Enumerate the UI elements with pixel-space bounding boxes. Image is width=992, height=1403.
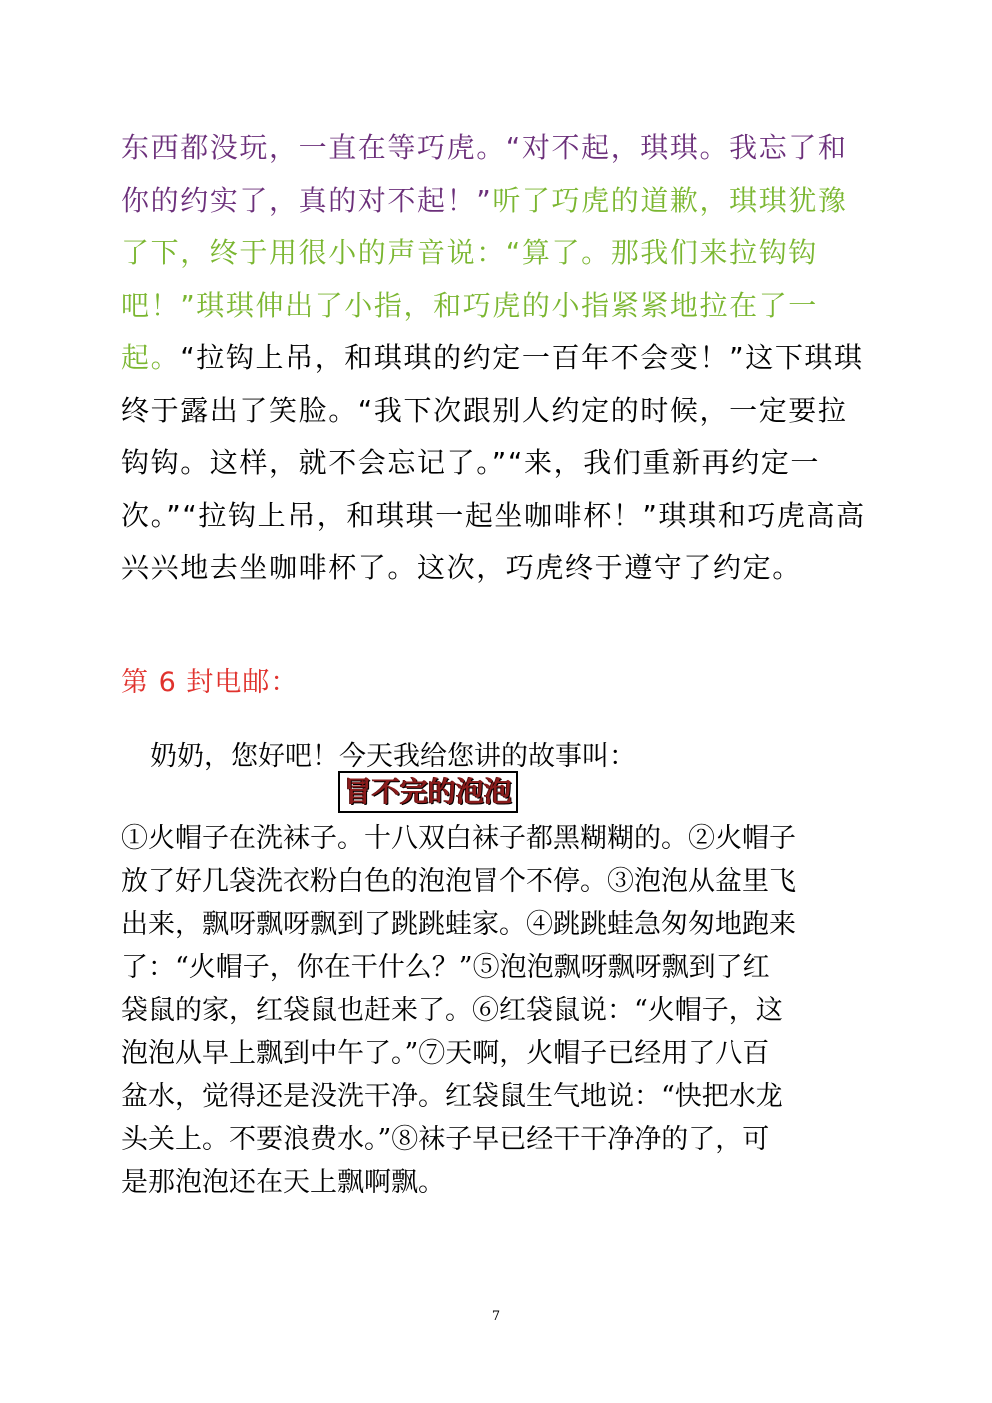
story-part1 — [121, 122, 881, 595]
email-heading: 第 6 封电邮： — [121, 667, 299, 698]
story-line — [121, 437, 881, 490]
story-text-segment: 次。”“拉钩上吊，和琪琪一起坐咖啡杯！”琪琪和巧虎高高 — [121, 498, 866, 532]
story-line — [121, 332, 881, 385]
story-line: 出来，飘呀飘呀飘到了跳跳蛙家。④跳跳蛙急匆匆地跑来 — [121, 909, 796, 940]
story-line — [121, 175, 881, 228]
story-line — [121, 227, 881, 280]
story-text-segment: 兴兴地去坐咖啡杯了。这次，巧虎终于遵守了约定。 — [121, 551, 802, 584]
story-line: 泡泡从早上飘到中午了。”⑦天啊，火帽子已经用了八百 — [121, 1038, 770, 1069]
story-line — [121, 490, 881, 543]
story-text-segment: 钩钩。这样，就不会忘记了。”“来，我们重新再约定一 — [121, 446, 821, 479]
story-text-segment: 了下，终于用很小的声音说：“算了。那我们来拉钩钩 — [121, 236, 818, 269]
email-greeting: 奶奶，您好吧！今天我给您讲的故事叫： — [150, 741, 636, 772]
story-line — [121, 280, 881, 333]
story-line: ①火帽子在洗袜子。十八双白袜子都黑糊糊的。②火帽子 — [121, 823, 796, 854]
story-line: 头关上。不要浪费水。”⑧袜子早已经干干净净的了，可 — [121, 1124, 770, 1155]
story-title-box: 冒不完的泡泡 — [338, 771, 518, 813]
story-line: 了：“火帽子，你在干什么？”⑤泡泡飘呀飘呀飘到了红 — [121, 952, 770, 983]
story-text-segment: 你的约实了，真的对不起！” — [121, 183, 493, 217]
story-text-segment: 听了巧虎的道歉，琪琪犹豫 — [492, 183, 848, 217]
story-text-segment: “拉钩上吊，和琪琪的约定一百年不会变！”这下琪琪 — [180, 341, 864, 374]
story-line — [121, 542, 881, 595]
story-line — [121, 385, 881, 438]
story-text-segment: 东西都没玩，一直在等巧虎。“对不起，琪琪。我忘了和 — [121, 131, 848, 164]
story-line: 放了好几袋洗衣粉白色的泡泡冒个不停。③泡泡从盆里飞 — [121, 866, 796, 897]
story-text-segment: 吧！”琪琪伸出了小指，和巧虎的小指紧紧地拉在了一 — [121, 288, 818, 322]
story-part2 — [121, 817, 881, 1204]
story-line: 袋鼠的家，红袋鼠也赶来了。⑥红袋鼠说：“火帽子，这 — [121, 995, 783, 1026]
story-text-segment: 终于露出了笑脸。“我下次跟别人约定的时候，一定要拉 — [121, 393, 848, 427]
page-number: 7 — [491, 1309, 501, 1324]
story-text-segment: 起。 — [121, 341, 181, 374]
story-line: 是那泡泡还在天上飘啊飘。 — [121, 1167, 445, 1198]
story-line — [121, 122, 881, 175]
story-line: 盆水，觉得还是没洗干净。红袋鼠生气地说：“快把水龙 — [121, 1081, 783, 1112]
